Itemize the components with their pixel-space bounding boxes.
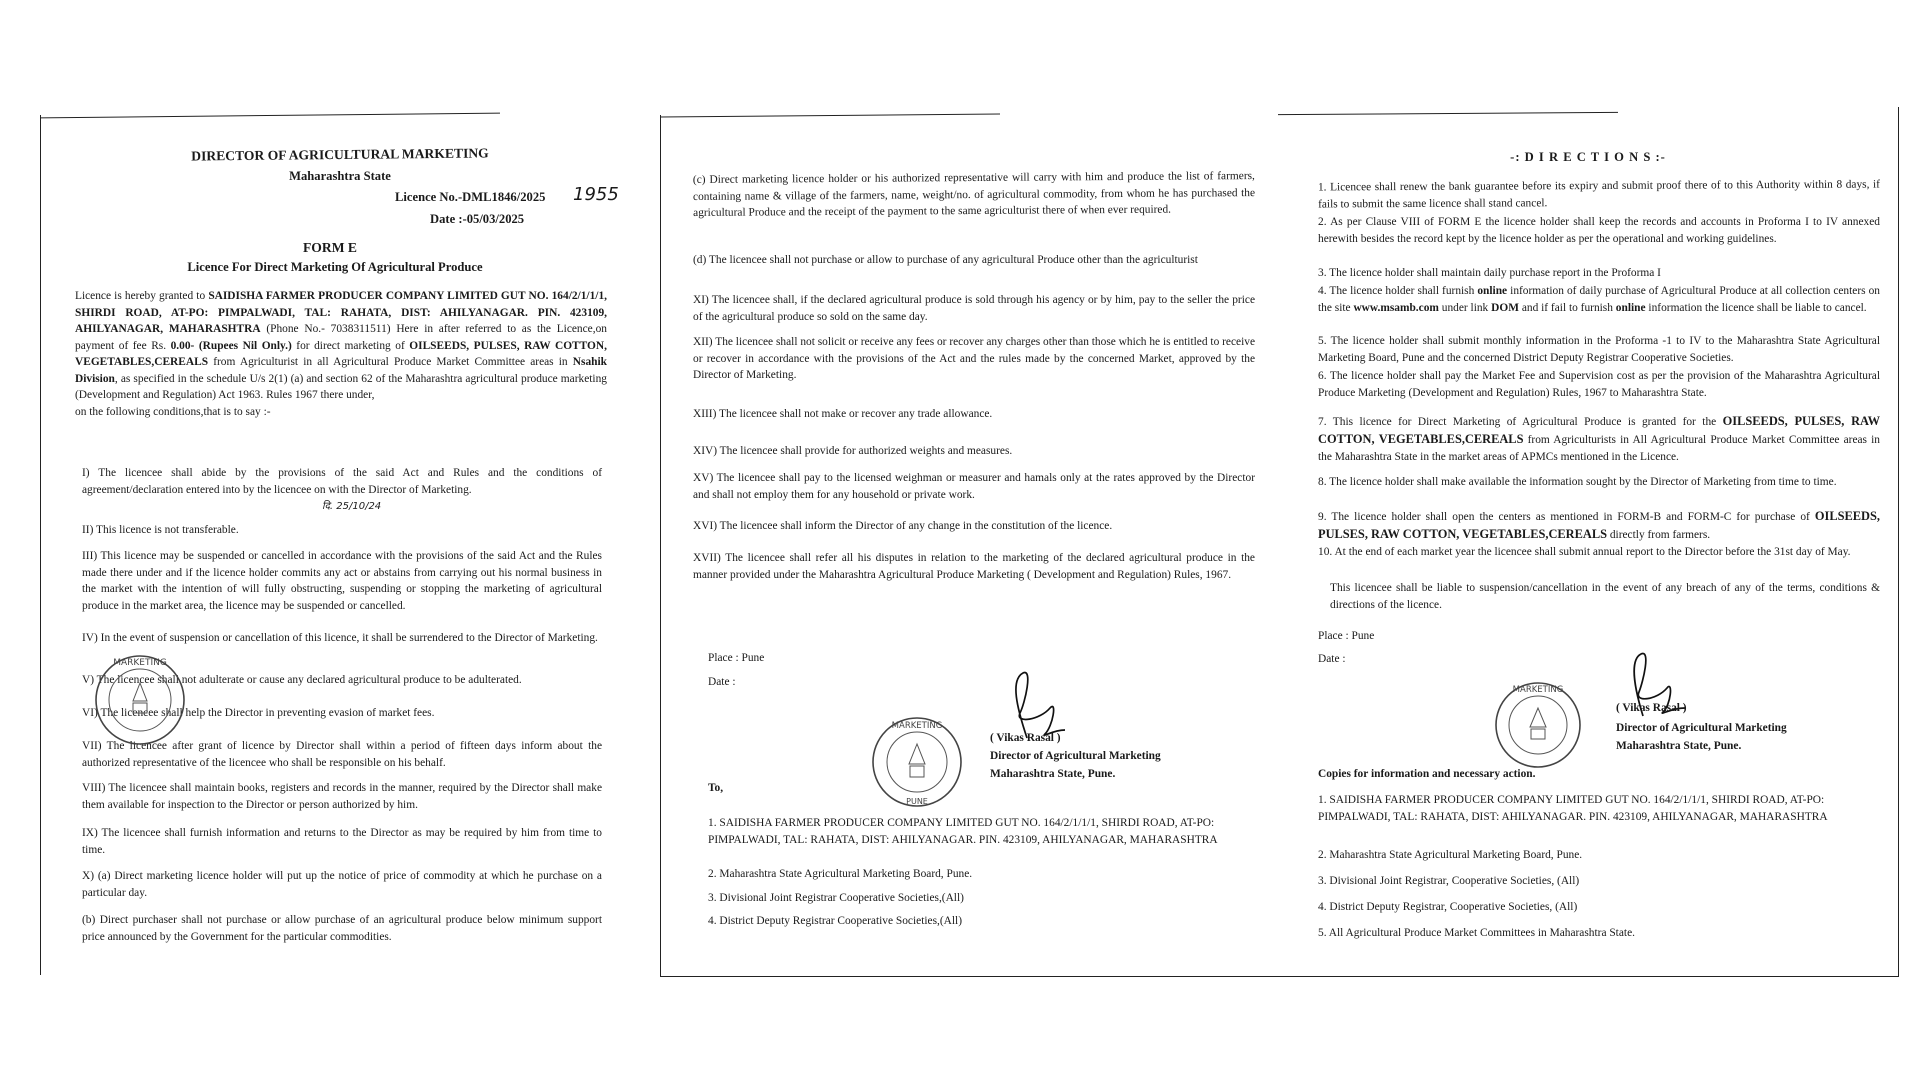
direction-item: 1. Licencee shall renew the bank guarantee before its expiry and submit proof there of to this Authority within 8 days, if fails to submit the same licence shall stand cancel.: [1317, 178, 1880, 211]
condition-item: XII) The licencee shall not solicit or receive any fees or recover any charges other than those which he is entitled to receive or recover in accordance with the provisions of the Act and the rules made by the concerned Market, approved by the Director of Marketing.: [693, 336, 1255, 382]
copy-item: 5. All Agricultural Produce Market Committees in Maharashtra State.: [1318, 927, 1635, 939]
condition-item: II) This licence is not transferable.: [82, 524, 239, 536]
date-label: Date :: [1318, 653, 1346, 665]
place-label: Place : Pune: [1318, 630, 1375, 642]
condition-item: XIV) The licencee shall provide for authorized weights and measures.: [693, 445, 1013, 457]
signatory-title: Director of Agricultural Marketing: [1616, 722, 1787, 734]
page-top-edge: [660, 114, 1000, 118]
page-top-edge: [1278, 112, 1618, 115]
date-label: Date :: [708, 676, 736, 688]
condition-item: VIII) The licencee shall maintain books, registers and records in the manner, required by the Director shall make them available for inspection to the Director or person authorized by him.: [82, 782, 602, 811]
direction-item: 7. This licence for Direct Marketing of Agricultural Produce is granted for the OILSEEDS, PULSES, RAW COTTON, VEGETABLES,CEREALS from Agriculturists in All Agricultural Produce Market Committee areas in the Maharashtra State in the market areas of APMCs mentioned in the Licence.: [1318, 414, 1880, 463]
page-top-edge: [40, 113, 500, 119]
condition-item: V) The licencee shall not adulterate or cause any declared agricultural produce to be adulterated.: [82, 674, 522, 686]
signatory-name: ( Vikas Rasal ): [1616, 702, 1687, 714]
direction-item: 4. The licence holder shall furnish online information of daily purchase of Agricultural Produce at all collection centers on the site www.msamb.com under link DOM and if fail to furnish online information the licence shall be liable to cancel.: [1318, 285, 1880, 314]
copy-item: 2. Maharashtra State Agricultural Marketing Board, Pune.: [1318, 849, 1583, 861]
condition-item: XV) The licencee shall pay to the licensed weighman or measurer and hamals only at the rates approved by the Director and shall not employ them for any household or private work.: [693, 472, 1255, 501]
direction-item: 6. The licence holder shall pay the Market Fee and Supervision cost as per the provision of the Maharashtra Agricultural Produce Marketing (Development and Regulation) Rules, 1967 to Maharashtra State.: [1318, 370, 1880, 399]
svg-text:MARKETING: MARKETING: [113, 658, 167, 668]
official-seal-stamp: [85, 645, 195, 755]
handwritten-number: 1955: [573, 184, 619, 205]
authority-heading: DIRECTOR OF AGRICULTURAL MARKETING: [191, 145, 489, 164]
condition-item: XVI) The licencee shall inform the Director of any change in the constitution of the licence.: [693, 520, 1113, 532]
page-left-edge: [40, 115, 41, 975]
direction-item: 5. The licence holder shall submit monthly information in the Proforma -1 to IV to the Maharashtra State Agricultural Marketing Board, Pune and the concerned District Deputy Registrar Cooperative Societies.: [1318, 335, 1880, 364]
signatory-name: ( Vikas Rasal ): [990, 732, 1061, 744]
condition-item: (b) Direct purchaser shall not purchase or allow purchase of an agricultural produce below minimum support price announced by the Government for the particular commodities.: [82, 914, 602, 943]
condition-item: I) The licencee shall abide by the provisions of the said Act and Rules and the conditions of agreement/declaration entered into by the licencee on with the Director of Marketing.: [82, 467, 602, 496]
document-page-2: [660, 0, 1280, 1080]
condition-item: (d) The licencee shall not purchase or allow to purchase of any agricultural Produce other than the agriculturist: [693, 254, 1198, 266]
grant-paragraph: Licence is hereby granted to SAIDISHA FARMER PRODUCER COMPANY LIMITED GUT NO. 164/2/1/1/1, SHIRDI ROAD, AT-PO: PIMPALWADI, TAL: RAHATA, DIST: AHILYANAGAR. PIN. 423109, AHILYANAGAR, MAHARASHTRA (Phone No.- 7038311511) Here in after referred to as the Licence,on payment of fee Rs. 0.00- (Rupees Nil Only.) for direct marketing of OILSEEDS, PULSES, RAW COTTON, VEGETABLES,CEREALS from Agriculturist in all Agricultural Produce Market Committee areas in Nsahik Division, as specified in the schedule U/s 2(1) (a) and section 62 of the Maharashtra agricultural produce marketing (Development and Regulation) Act 1963. Rules 1967 there under, on the following conditions,that is to say :-: [75, 290, 607, 418]
copy-item: 4. District Deputy Registrar, Cooperative Societies, (All): [1318, 901, 1578, 913]
signatory-state: Maharashtra State, Pune.: [1616, 740, 1742, 752]
svg-text:MARKETING: MARKETING: [1512, 685, 1564, 695]
signatory-title: Director of Agricultural Marketing: [990, 750, 1161, 762]
document-page-3: [1278, 0, 1920, 1080]
direction-item: 2. As per Clause VIII of FORM E the licence holder shall keep the records and accounts in Proforma I to IV annexed herewith besides the record kept by the licence holder as per the operational and working guidelines.: [1318, 216, 1880, 245]
condition-item: XIII) The licencee shall not make or recover any trade allowance.: [693, 408, 993, 420]
svg-text:PUNE: PUNE: [906, 797, 928, 806]
svg-text:MARKETING: MARKETING: [891, 721, 943, 731]
page-bottom-edge: [1278, 976, 1899, 977]
condition-item: IX) The licencee shall furnish information and returns to the Director as may be required by him from time to time.: [82, 827, 602, 856]
condition-item: VI) The licencee shall help the Director in preventing evasion of market fees.: [82, 707, 435, 719]
to-label: To,: [708, 782, 724, 794]
official-seal-stamp: [1488, 675, 1588, 775]
condition-item: VII) The licencee after grant of licence by Director shall within a period of fifteen days inform about the authorized representative of the licencee who shall be responsible on his behalf.: [82, 740, 602, 769]
condition-item: X) (a) Direct marketing licence holder will put up the notice of price of commodity at which he purchase on a particular day.: [82, 870, 602, 899]
copy-item: 1. SAIDISHA FARMER PRODUCER COMPANY LIMITED GUT NO. 164/2/1/1/1, SHIRDI ROAD, AT-PO: PIMPALWADI, TAL: RAHATA, DIST: AHILYANAGAR. PIN. 423109, AHILYANAGAR, MAHARASHTRA: [1318, 794, 1828, 823]
recipient-item: 2. Maharashtra State Agricultural Marketing Board, Pune.: [708, 868, 973, 880]
page-left-edge: [660, 115, 661, 977]
licence-number: Licence No.-DML1846/2025: [395, 190, 546, 204]
recipient-item: 1. SAIDISHA FARMER PRODUCER COMPANY LIMITED GUT NO. 164/2/1/1/1, SHIRDI ROAD, AT-PO: PIMPALWADI, TAL: RAHATA, DIST: AHILYANAGAR. PIN. 423109, AHILYANAGAR, MAHARASHTRA: [708, 817, 1218, 846]
directions-title: -: D I R E C T I O N S :-: [1510, 150, 1666, 164]
condition-item: (c) Direct marketing licence holder or his authorized representative will carry with him and produce the list of farmers, containing name & village of the farmers, name, weight/no. of agricultural commodity, from whom he has purchased the agricultural Produce and the receipt of the payment to the same agriculturist there of when ever required.: [692, 170, 1256, 220]
page-bottom-edge: [660, 976, 1280, 977]
recipient-item: 4. District Deputy Registrar Cooperative Societies,(All): [708, 915, 963, 927]
direction-item: 3. The licence holder shall maintain daily purchase report in the Proforma I: [1318, 267, 1661, 279]
place-label: Place : Pune: [708, 652, 765, 664]
copy-item: 3. Divisional Joint Registrar, Cooperative Societies, (All): [1318, 875, 1580, 887]
condition-item: III) This licence may be suspended or cancelled in accordance with the provisions of the said Act and the Rules made there under and if the licence holder commits any act or abstains from carrying out his normal business in the market with the intention of will fully obstructing, suspending or stopping the marketing of agricultural produce in the market area, the licence may be suspended or cancelled.: [82, 550, 602, 612]
recipient-item: 3. Divisional Joint Registrar Cooperative Societies,(All): [708, 892, 964, 904]
condition-item: XVII) The licencee shall refer all his disputes in relation to the marketing of the declared agricultural produce in the manner provided under the Maharashtra Agricultural Produce Marketing ( Development and Regulation) Rules, 1967.: [693, 552, 1255, 581]
licence-date: Date :-05/03/2025: [430, 212, 525, 226]
page-right-edge: [1898, 107, 1899, 977]
official-seal-stamp: [865, 710, 970, 815]
condition-item: XI) The licencee shall, if the declared agricultural produce is sold through his agency or by him, pay to the seller the price of the agricultural produce so sold on the same day.: [693, 294, 1255, 323]
signatory-state: Maharashtra State, Pune.: [990, 768, 1116, 780]
document-page-1: [0, 0, 650, 1080]
direction-item: 10. At the end of each market year the licencee shall submit annual report to the Director before the 31st day of May.: [1318, 546, 1851, 558]
direction-item: This licencee shall be liable to suspension/cancellation in the event of any breach of any of the terms, conditions & directions of the licence.: [1330, 582, 1880, 611]
state-heading: Maharashtra State: [289, 169, 391, 183]
condition-item: IV) In the event of suspension or cancellation of this licence, it shall be surrendered to the Director of Marketing.: [82, 632, 598, 644]
form-title: FORM E: [303, 240, 357, 255]
direction-item: 8. The licence holder shall make available the information sought by the Director of Marketing from time to time.: [1318, 476, 1837, 488]
handwritten-date: दि. 25/10/24: [322, 501, 382, 512]
form-subtitle: Licence For Direct Marketing Of Agricultural Produce: [187, 260, 483, 274]
direction-item: 9. The licence holder shall open the centers as mentioned in FORM-B and FORM-C for purchase of OILSEEDS, PULSES, RAW COTTON, VEGETABLES,CEREALS directly from farmers.: [1318, 509, 1880, 541]
copies-heading: Copies for information and necessary action.: [1318, 768, 1536, 780]
